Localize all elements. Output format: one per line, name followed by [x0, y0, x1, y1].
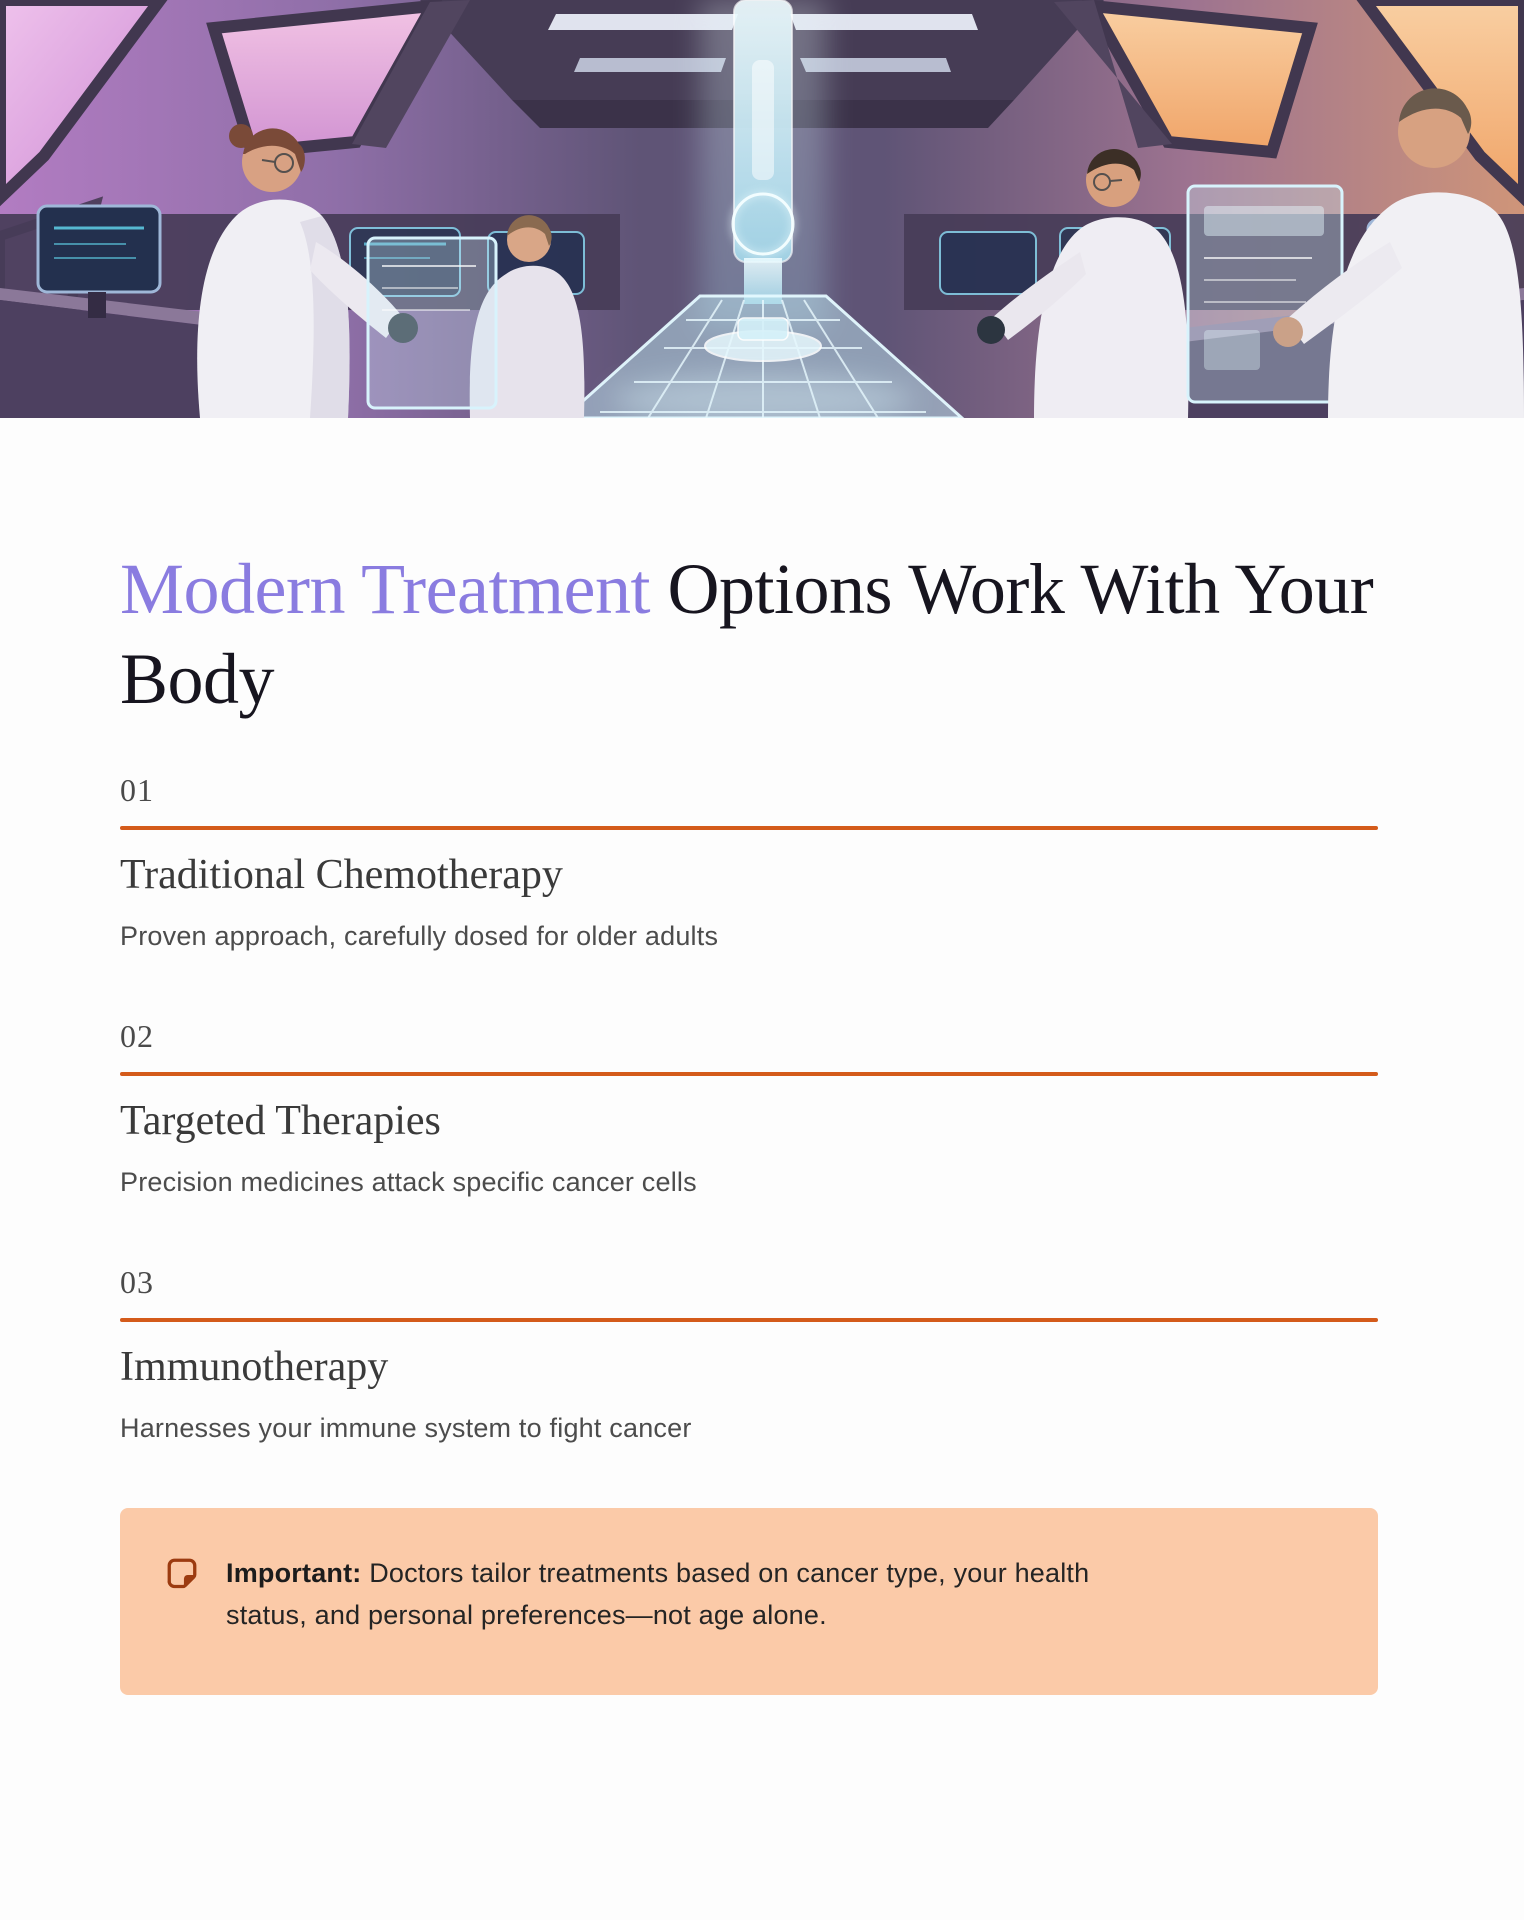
section-description: Precision medicines attack specific cancer cells [120, 1167, 697, 1197]
section-description: Proven approach, carefully dosed for older adults [120, 921, 719, 951]
callout-label: Important: [226, 1558, 362, 1588]
section-title: Immunotherapy [120, 1344, 389, 1390]
treatment-section-2 [120, 1018, 1378, 1198]
page-title-rest: Options Work With Your Body [120, 549, 1374, 719]
hologram-column [700, 0, 826, 330]
page-title-highlight: Modern Treatment [120, 549, 650, 629]
hero-image [0, 0, 1524, 418]
callout-paragraph [226, 1553, 1136, 1637]
sticky-note-icon [164, 1555, 200, 1591]
section-number: 02 [120, 1018, 154, 1054]
section-description: Harnesses your immune system to fight cancer [120, 1413, 692, 1443]
section-number: 03 [120, 1264, 154, 1300]
page-title [120, 544, 1378, 724]
section-divider [120, 1318, 1378, 1322]
section-title: Traditional Chemotherapy [120, 852, 563, 898]
section-divider [120, 826, 1378, 830]
important-callout [120, 1508, 1378, 1695]
treatment-options-list [120, 772, 1378, 1444]
treatment-section-1 [120, 772, 1378, 952]
treatment-section-3 [120, 1264, 1378, 1444]
main-content [120, 544, 1378, 1695]
section-number: 01 [120, 772, 154, 808]
callout-text: Doctors tailor treatments based on cancer type, your health status, and personal preferences—not age alone. [226, 1558, 1090, 1630]
lab-illustration [0, 0, 1524, 418]
left-glass-panel [368, 238, 496, 408]
section-title: Targeted Therapies [120, 1098, 441, 1144]
section-divider [120, 1072, 1378, 1076]
